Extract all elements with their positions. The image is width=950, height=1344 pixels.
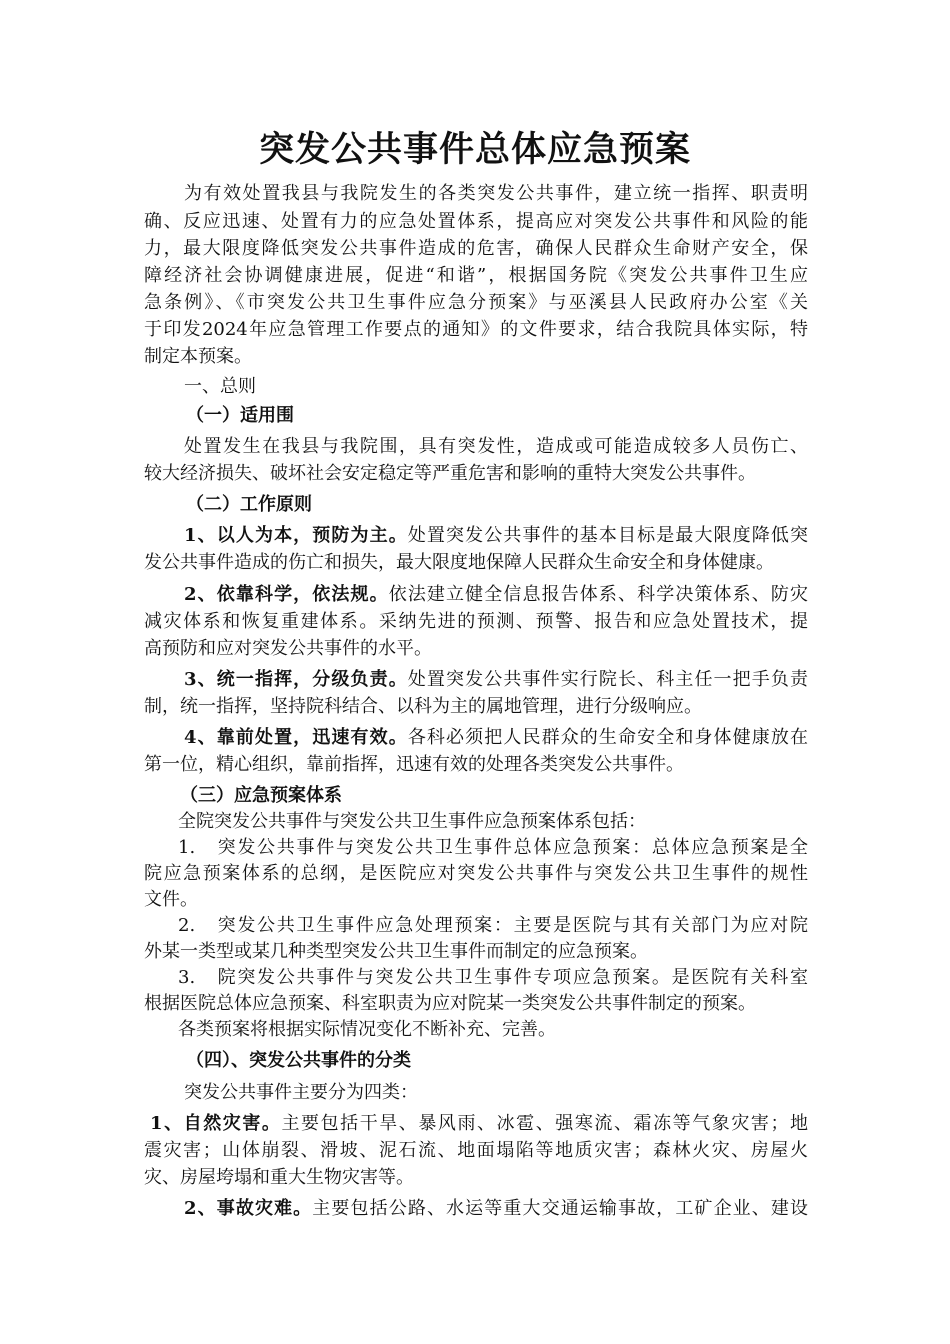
item-number: 1. bbox=[178, 837, 196, 858]
category-line: 震灾害；山体崩裂、滑坡、泥石流、地面塌陷等地质灾害；森林火灾、房屋火 bbox=[144, 1140, 808, 1161]
system-item-line: 外某一类型或某几种类型突发公共卫生事件而制定的应急预案。 bbox=[144, 941, 648, 962]
system-item-line: 院应急预案体系的总纲，是医院应对突发公共事件与突发公共卫生事件的规性 bbox=[144, 863, 808, 884]
category-title: 2、事故灾难。 bbox=[184, 1198, 313, 1219]
principle-line: 高预防和应对突发公共事件的水平。 bbox=[144, 638, 432, 659]
system-item-line: 文件。 bbox=[144, 889, 198, 910]
principle-first-line bbox=[184, 665, 808, 691]
subsection-heading: （四）、突发公共事件的分类 bbox=[186, 1050, 411, 1071]
principle-title: 3、统一指挥，分级负责。 bbox=[184, 669, 408, 690]
subsection-heading: （一）适用围 bbox=[186, 405, 294, 426]
intro-line: 力，最大限度降低突发公共事件造成的危害，确保人民群众生命财产安全，保 bbox=[144, 238, 808, 259]
document-title: 突发公共事件总体应急预案 bbox=[258, 129, 691, 170]
category-text: 主要包括公路、水运等重大交通运输事故，工矿企业、建设 bbox=[312, 1198, 809, 1219]
principle-text: 各科必须把人民群众的生命安全和身体健康放在 bbox=[407, 727, 808, 748]
principle-line: 发公共事件造成的伤亡和损失，最大限度地保障人民群众生命安全和身体健康。 bbox=[144, 552, 774, 573]
intro-line: 确、反应迅速、处置有力的应急处置体系，提高应对突发公共事件和风险的能 bbox=[144, 211, 808, 232]
subsection-heading: （二）工作原则 bbox=[186, 494, 312, 515]
intro-line: 制定本预案。 bbox=[144, 346, 252, 367]
category-title: 1、自然灾害。 bbox=[150, 1113, 282, 1134]
principle-first-line bbox=[184, 723, 808, 749]
principle-text: 依法建立健全信息报告体系、科学决策体系、防灾 bbox=[388, 584, 808, 605]
principle-text: 处置突发公共事件实行院长、科主任一把手负责 bbox=[407, 669, 808, 690]
item-number: 2. bbox=[178, 915, 196, 936]
intro-line: 急条例》、《市突发公共卫生事件应急分预案》与巫溪县人民政府办公室《关 bbox=[144, 292, 808, 313]
principle-first-line bbox=[184, 580, 808, 606]
principle-title: 2、依靠科学，依法规。 bbox=[184, 584, 389, 605]
system-item-first-line bbox=[178, 911, 808, 937]
section-heading: 一、总则 bbox=[184, 376, 256, 397]
system-item-line: 根据医院总体应急预案、科室职责为应对院某一类突发公共事件制定的预案。 bbox=[144, 993, 756, 1014]
paragraph-line: 突发公共事件主要分为四类： bbox=[184, 1082, 418, 1103]
item-text: 突发公共卫生事件应急处理预案：主要是医院与其有关部门为应对院 bbox=[217, 915, 808, 936]
category-first-line bbox=[184, 1194, 808, 1220]
category-text: 主要包括干旱、暴风雨、冰雹、强寒流、霜冻等气象灾害；地 bbox=[281, 1113, 809, 1134]
item-number: 3. bbox=[178, 967, 196, 988]
principle-title: 4、靠前处置，迅速有效。 bbox=[184, 727, 408, 748]
principle-title: 1、以人为本，预防为主。 bbox=[184, 525, 408, 546]
paragraph-line: 全院突发公共事件与突发公共卫生事件应急预案体系包括： bbox=[178, 811, 646, 832]
paragraph-line: 处置发生在我县与我院围，具有突发性，造成或可能造成较多人员伤亡、 bbox=[184, 436, 808, 457]
intro-line: 于印发2024年应急管理工作要点的通知》的文件要求，结合我院具体实际，特 bbox=[144, 319, 808, 340]
item-text: 院突发公共事件与突发公共卫生事件专项应急预案。是医院有关科室 bbox=[217, 967, 808, 988]
principle-line: 减灾体系和恢复重建体系。采纳先进的预测、预警、报告和应急处置技术，提 bbox=[144, 611, 808, 632]
system-item-first-line bbox=[178, 833, 808, 859]
principle-text: 处置突发公共事件的基本目标是最大限度降低突 bbox=[407, 525, 808, 546]
system-item-first-line bbox=[178, 963, 808, 989]
paragraph-line: 各类预案将根据实际情况变化不断补充、完善。 bbox=[178, 1019, 556, 1040]
intro-line: 为有效处置我县与我院发生的各类突发公共事件，建立统一指挥、职责明 bbox=[184, 183, 808, 204]
category-first-line bbox=[150, 1109, 808, 1135]
item-text: 突发公共事件与突发公共卫生事件总体应急预案：总体应急预案是全 bbox=[217, 837, 808, 858]
category-line: 灾、房屋垮塌和重大生物灾害等。 bbox=[144, 1167, 414, 1188]
paragraph-line: 较大经济损失、破坏社会安定稳定等严重危害和影响的重特大突发公共事件。 bbox=[144, 463, 756, 484]
subsection-heading: （三）应急预案体系 bbox=[180, 785, 342, 806]
principle-line: 制，统一指挥，坚持院科结合、以科为主的属地管理，进行分级响应。 bbox=[144, 696, 702, 717]
principle-first-line bbox=[184, 521, 808, 547]
intro-line: 障经济社会协调健康进展，促进“和谐”，根据国务院《突发公共事件卫生应 bbox=[144, 265, 808, 286]
principle-line: 第一位，精心组织，靠前指挥，迅速有效的处理各类突发公共事件。 bbox=[144, 754, 684, 775]
